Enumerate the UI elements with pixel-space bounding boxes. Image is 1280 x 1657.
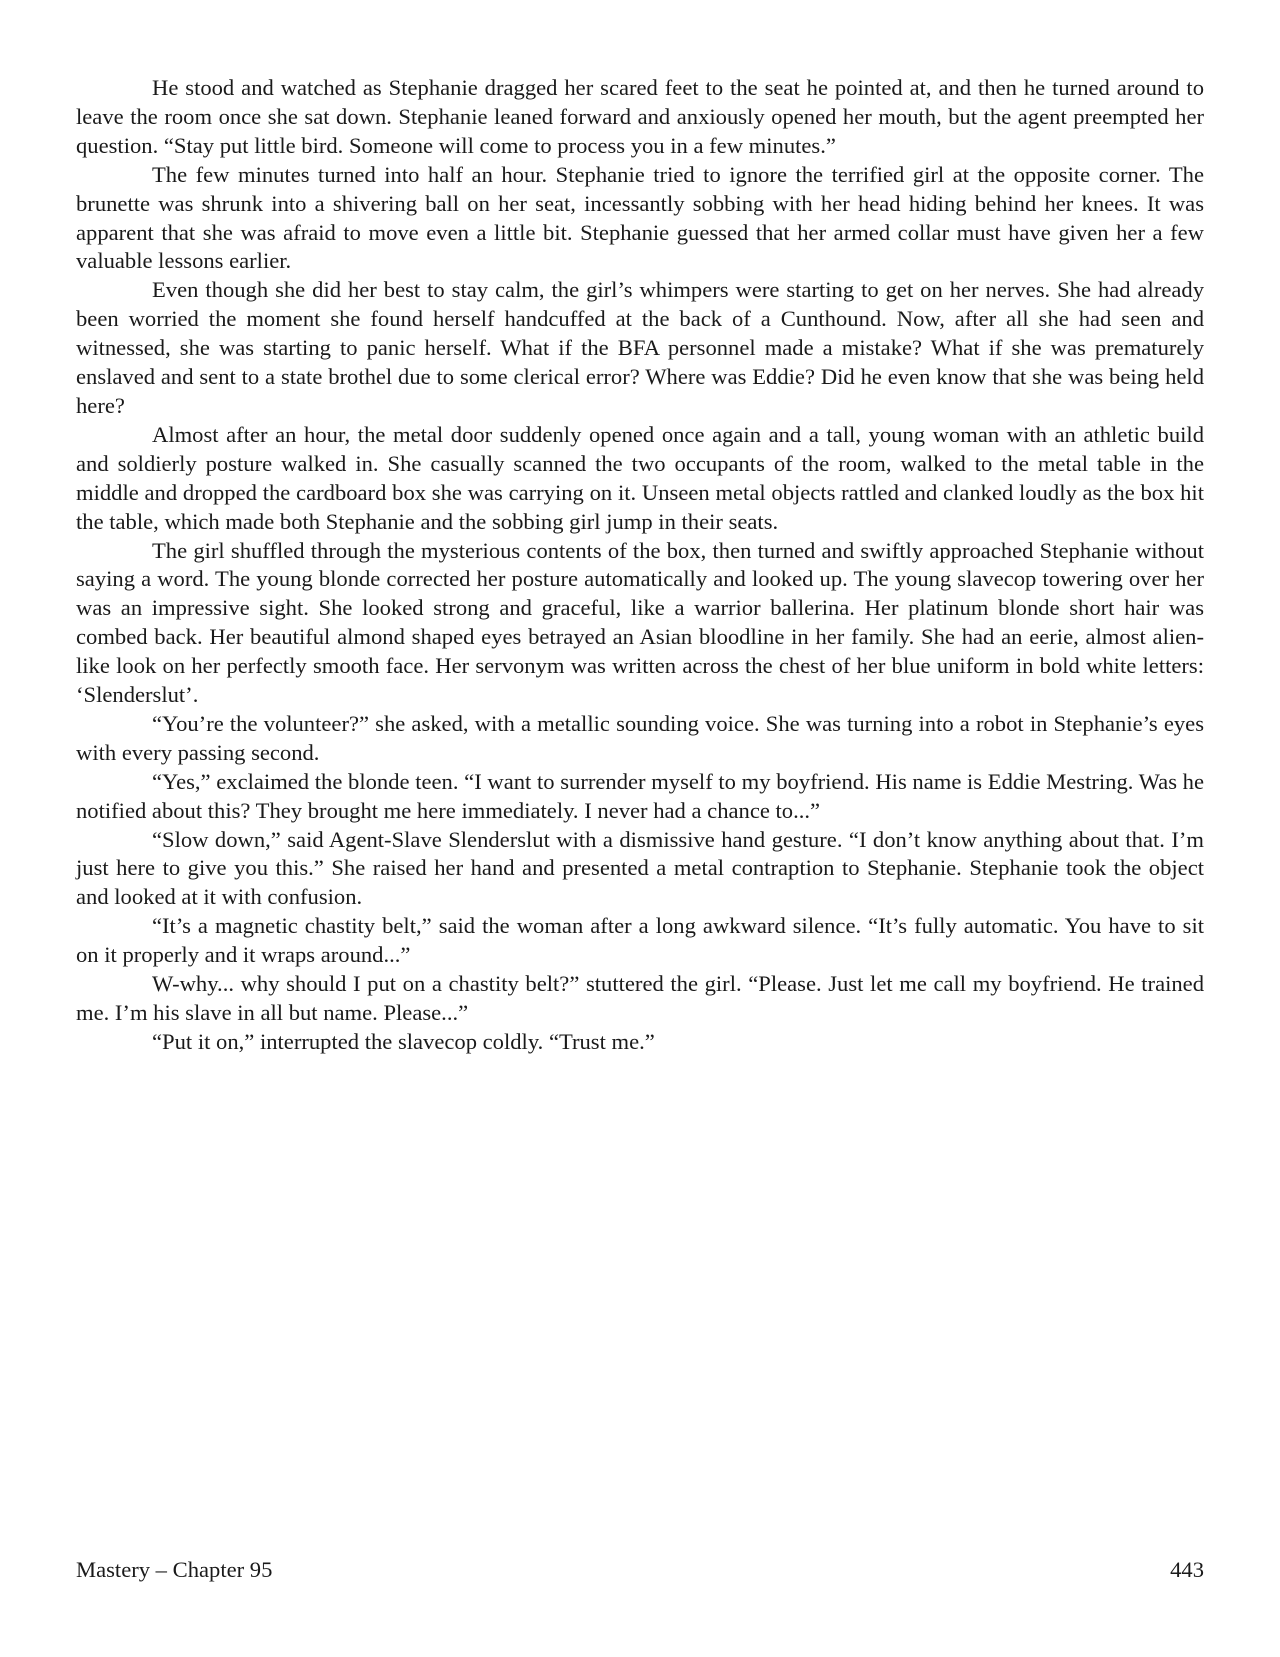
paragraph: “Yes,” exclaimed the blonde teen. “I want to surrender myself to my boyfriend. His name is Eddie Mestring. Was he notified about this? They brought me here immediately. I never had a chance to...” xyxy=(76,768,1204,823)
paragraph: “You’re the volunteer?” she asked, with a metallic sounding voice. She was turning into a robot in Stephanie’s eyes with every passing second. xyxy=(76,710,1204,765)
body-text xyxy=(76,74,1204,1057)
paragraph: “It’s a magnetic chastity belt,” said the woman after a long awkward silence. “It’s fully automatic. You have to sit on it properly and it wraps around...” xyxy=(76,913,1204,968)
footer-title: Mastery – Chapter 95 xyxy=(76,1557,273,1582)
paragraph: “Slow down,” said Agent-Slave Slenderslut with a dismissive hand gesture. “I don’t know anything about that. I’m just here to give you this.” She raised her hand and presented a metal contraption to Stephanie. Stephanie took the object and looked at it with confusion. xyxy=(76,826,1204,910)
paragraph: “Put it on,” interrupted the slavecop coldly. “Trust me.” xyxy=(152,1028,655,1054)
paragraph: Almost after an hour, the metal door suddenly opened once again and a tall, young woman with an athletic build and soldierly posture walked in. She casually scanned the two occupants of the room, walked to the metal table in the middle and dropped the cardboard box she was carrying on it. Unseen metal objects rattled and clanked loudly as the box hit the table, which made both Stephanie and the sobbing girl jump in their seats. xyxy=(76,421,1204,534)
page-number: 443 xyxy=(1170,1557,1204,1582)
paragraph: The girl shuffled through the mysterious contents of the box, then turned and swiftly approached Stephanie without saying a word. The young blonde corrected her posture automatically and looked up. The young slavecop towering over her was an impressive sight. She looked strong and graceful, like a warrior ballerina. Her platinum blonde short hair was combed back. Her beautiful almond shaped eyes betrayed an Asian bloodline in her family. She had an eerie, almost alien-like look on her perfectly smooth face. Her servonym was written across the chest of her blue uniform in bold white letters: ‘Slenderslut’. xyxy=(76,537,1204,708)
paragraph: W-why... why should I put on a chastity belt?” stuttered the girl. “Please. Just let me call my boyfriend. He trained me. I’m his slave in all but name. Please...” xyxy=(76,971,1204,1025)
paragraph: The few minutes turned into half an hour. Stephanie tried to ignore the terrified girl at the opposite corner. The brunette was shrunk into a shivering ball on her seat, incessantly sobbing with her head hiding behind her knees. It was apparent that she was afraid to move even a little bit. Stephanie guessed that her armed collar must have given her a few valuable lessons earlier. xyxy=(76,161,1204,274)
paragraph: He stood and watched as Stephanie dragged her scared feet to the seat he pointed at, and then he turned around to leave the room once she sat down. Stephanie leaned forward and anxiously opened her mouth, but the agent preempted her question. “Stay put little bird. Someone will come to process you in a few minutes.” xyxy=(76,75,1204,158)
paragraph: Even though she did her best to stay calm, the girl’s whimpers were starting to get on her nerves. She had already been worried the moment she found herself handcuffed at the back of a Cunthound. Now, after all she had seen and witnessed, she was starting to panic herself. What if the BFA personnel made a mistake? What if she was prematurely enslaved and sent to a state brothel due to some clerical error? Where was Eddie? Did he even know that she was being held here? xyxy=(76,277,1204,418)
